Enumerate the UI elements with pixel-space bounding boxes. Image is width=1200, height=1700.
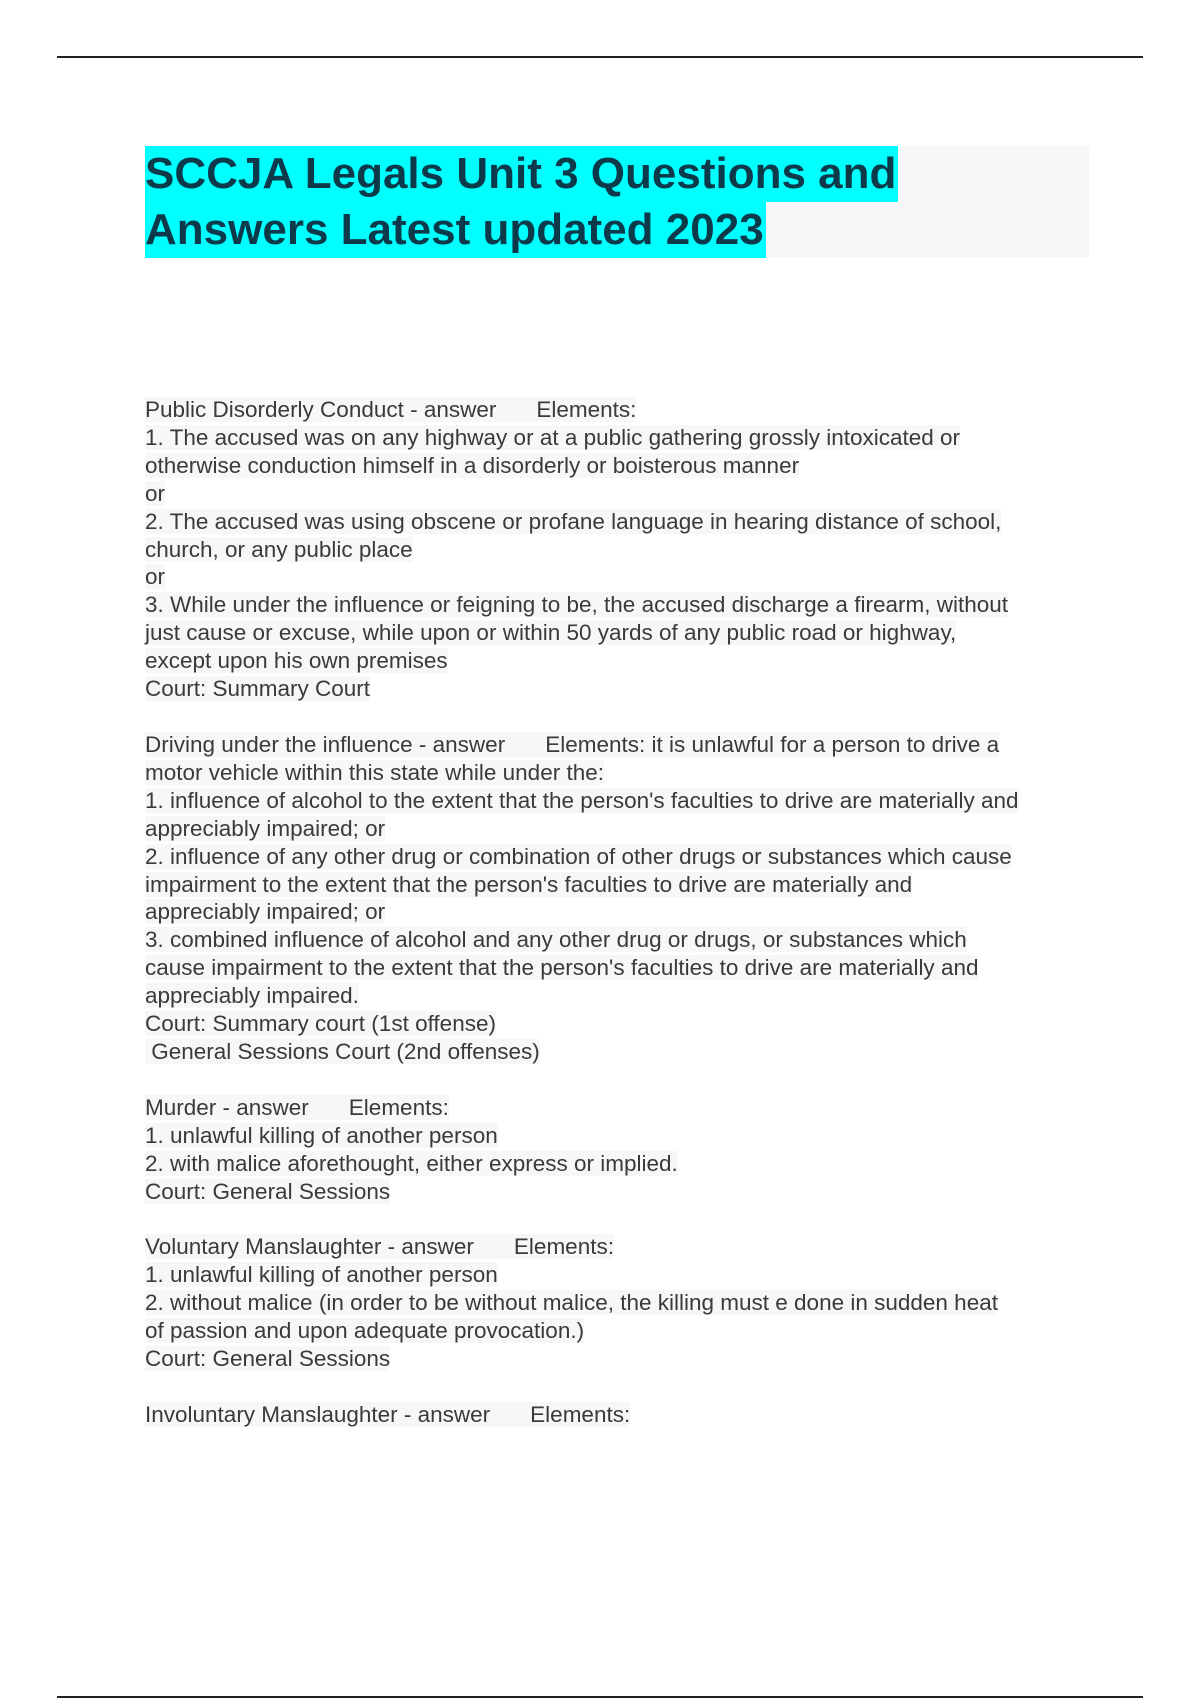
answer-line: 1. unlawful killing of another person xyxy=(145,1122,498,1148)
answer-lead: Elements: xyxy=(513,1234,614,1260)
answer-lead: Elements: xyxy=(348,1094,449,1120)
bottom-rule xyxy=(57,1696,1143,1698)
answer-line: Court: Summary court (1st offense) xyxy=(145,1011,496,1037)
answer-lead: Elements: xyxy=(536,397,637,422)
answer-line: 3. combined influence of alcohol and any other drug or drugs, or substances which xyxy=(145,927,967,953)
answer-line: 3. While under the influence or feigning to be, the accused discharge a firearm, without xyxy=(145,592,1008,618)
question-term: Murder - answer xyxy=(145,1094,309,1120)
question-term: Involuntary Manslaughter - answer xyxy=(145,1402,491,1427)
answer-line: or xyxy=(145,480,166,506)
qa-entry-heading xyxy=(145,731,1095,759)
title-line-2: Answers Latest updated 2023 xyxy=(145,202,766,258)
answer-line: appreciably impaired; or xyxy=(145,815,386,841)
qa-entry xyxy=(145,731,1095,1066)
qa-entry-heading xyxy=(145,1094,1095,1122)
answer-line: except upon his own premises xyxy=(145,648,448,674)
answer-line: 1. The accused was on any highway or at a public gathering grossly intoxicated or xyxy=(145,424,961,450)
answer-line: 2. influence of any other drug or combination of other drugs or substances which cause xyxy=(145,843,1012,869)
qa-entry xyxy=(145,1401,1095,1429)
qa-entry xyxy=(145,1094,1095,1206)
answer-line: 2. The accused was using obscene or profane language in hearing distance of school, xyxy=(145,508,1002,534)
document-title xyxy=(145,146,898,258)
answer-line: Court: General Sessions xyxy=(145,1346,391,1372)
answer-line: or xyxy=(145,564,166,590)
qa-entry-heading xyxy=(145,1401,1095,1429)
answer-line: otherwise conduction himself in a disorderly or boisterous manner xyxy=(145,452,800,478)
answer-line: church, or any public place xyxy=(145,536,413,562)
answer-line: 1. influence of alcohol to the extent that the person's faculties to drive are materially and xyxy=(145,787,1019,813)
answer-lead: Elements: xyxy=(530,1402,631,1427)
answer-line: Court: Summary Court xyxy=(145,676,371,702)
qa-entry xyxy=(145,396,1095,703)
answer-line: just cause or excuse, while upon or within 50 yards of any public road or highway, xyxy=(145,620,957,646)
answer-line: General Sessions Court (2nd offenses) xyxy=(145,1038,540,1064)
top-rule xyxy=(57,56,1143,58)
qa-entry xyxy=(145,1233,1095,1373)
answer-line: of passion and upon adequate provocation.) xyxy=(145,1318,585,1344)
question-term: Driving under the influence - answer xyxy=(145,731,506,757)
answer-line: cause impairment to the extent that the person's faculties to drive are materially and xyxy=(145,955,979,981)
answer-line: Court: General Sessions xyxy=(145,1178,391,1204)
answer-line: 1. unlawful killing of another person xyxy=(145,1262,498,1288)
qa-entry-heading xyxy=(145,396,1095,424)
answer-line: impairment to the extent that the person's faculties to drive are materially and xyxy=(145,871,913,897)
answer-line: appreciably impaired. xyxy=(145,983,359,1009)
answer-line: 2. without malice (in order to be without malice, the killing must e done in sudden heat xyxy=(145,1290,998,1316)
answer-line: appreciably impaired; or xyxy=(145,899,386,925)
answer-line: 2. with malice aforethought, either express or implied. xyxy=(145,1150,678,1176)
question-term: Voluntary Manslaughter - answer xyxy=(145,1234,474,1260)
question-term: Public Disorderly Conduct - answer xyxy=(145,397,497,422)
qa-content xyxy=(145,396,1095,1457)
title-line-1: SCCJA Legals Unit 3 Questions and xyxy=(145,146,898,202)
answer-line: motor vehicle within this state while under the: xyxy=(145,759,604,785)
answer-lead: Elements: it is unlawful for a person to drive a xyxy=(545,731,1000,757)
qa-entry-heading xyxy=(145,1233,1095,1261)
